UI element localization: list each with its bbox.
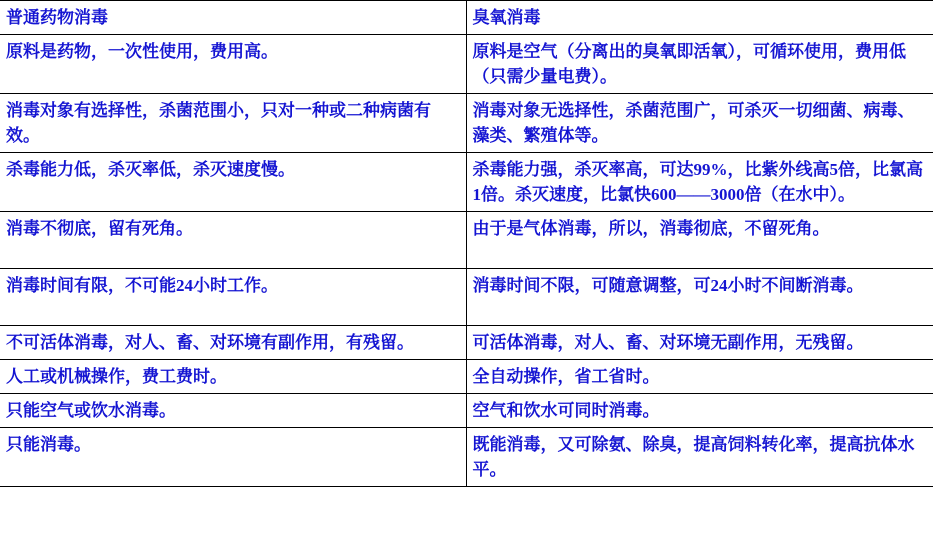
cell-ozone-potency: 杀毒能力强，杀灭率高，可达99%，比紫外线高5倍，比氯高1倍。杀灭速度，比氯快600——3000倍（在水中）。 bbox=[466, 153, 933, 212]
cell-conventional-medium: 只能空气或饮水消毒。 bbox=[0, 394, 466, 428]
cell-ozone-operation: 全自动操作，省工省时。 bbox=[466, 360, 933, 394]
table-row bbox=[0, 35, 933, 94]
table-body bbox=[0, 35, 933, 487]
cell-conventional-coverage: 消毒不彻底，留有死角。 bbox=[0, 212, 466, 269]
table-header bbox=[0, 1, 933, 35]
table-row bbox=[0, 394, 933, 428]
cell-conventional-cost: 原料是药物，一次性使用，费用高。 bbox=[0, 35, 466, 94]
column-header-ozone: 臭氧消毒 bbox=[466, 1, 933, 35]
cell-ozone-cost: 原料是空气（分离出的臭氧即活氧），可循环使用，费用低（只需少量电费）。 bbox=[466, 35, 933, 94]
cell-ozone-function: 既能消毒，又可除氨、除臭，提高饲料转化率，提高抗体水平。 bbox=[466, 428, 933, 487]
table-row bbox=[0, 326, 933, 360]
table-row bbox=[0, 94, 933, 153]
cell-conventional-operation: 人工或机械操作，费工费时。 bbox=[0, 360, 466, 394]
cell-ozone-medium: 空气和饮水可同时消毒。 bbox=[466, 394, 933, 428]
table-row bbox=[0, 269, 933, 326]
cell-conventional-safety: 不可活体消毒，对人、畜、对环境有副作用，有残留。 bbox=[0, 326, 466, 360]
table-header-row bbox=[0, 1, 933, 35]
table-row bbox=[0, 212, 933, 269]
cell-ozone-duration: 消毒时间不限，可随意调整，可24小时不间断消毒。 bbox=[466, 269, 933, 326]
cell-conventional-potency: 杀毒能力低，杀灭率低，杀灭速度慢。 bbox=[0, 153, 466, 212]
cell-conventional-duration: 消毒时间有限，不可能24小时工作。 bbox=[0, 269, 466, 326]
cell-conventional-scope: 消毒对象有选择性，杀菌范围小，只对一种或二种病菌有效。 bbox=[0, 94, 466, 153]
cell-ozone-coverage: 由于是气体消毒，所以，消毒彻底，不留死角。 bbox=[466, 212, 933, 269]
table-row bbox=[0, 428, 933, 487]
cell-ozone-scope: 消毒对象无选择性，杀菌范围广，可杀灭一切细菌、病毒、藻类、繁殖体等。 bbox=[466, 94, 933, 153]
cell-conventional-function: 只能消毒。 bbox=[0, 428, 466, 487]
cell-ozone-safety: 可活体消毒，对人、畜、对环境无副作用，无残留。 bbox=[466, 326, 933, 360]
column-header-conventional: 普通药物消毒 bbox=[0, 1, 466, 35]
table-row bbox=[0, 153, 933, 212]
table-row bbox=[0, 360, 933, 394]
